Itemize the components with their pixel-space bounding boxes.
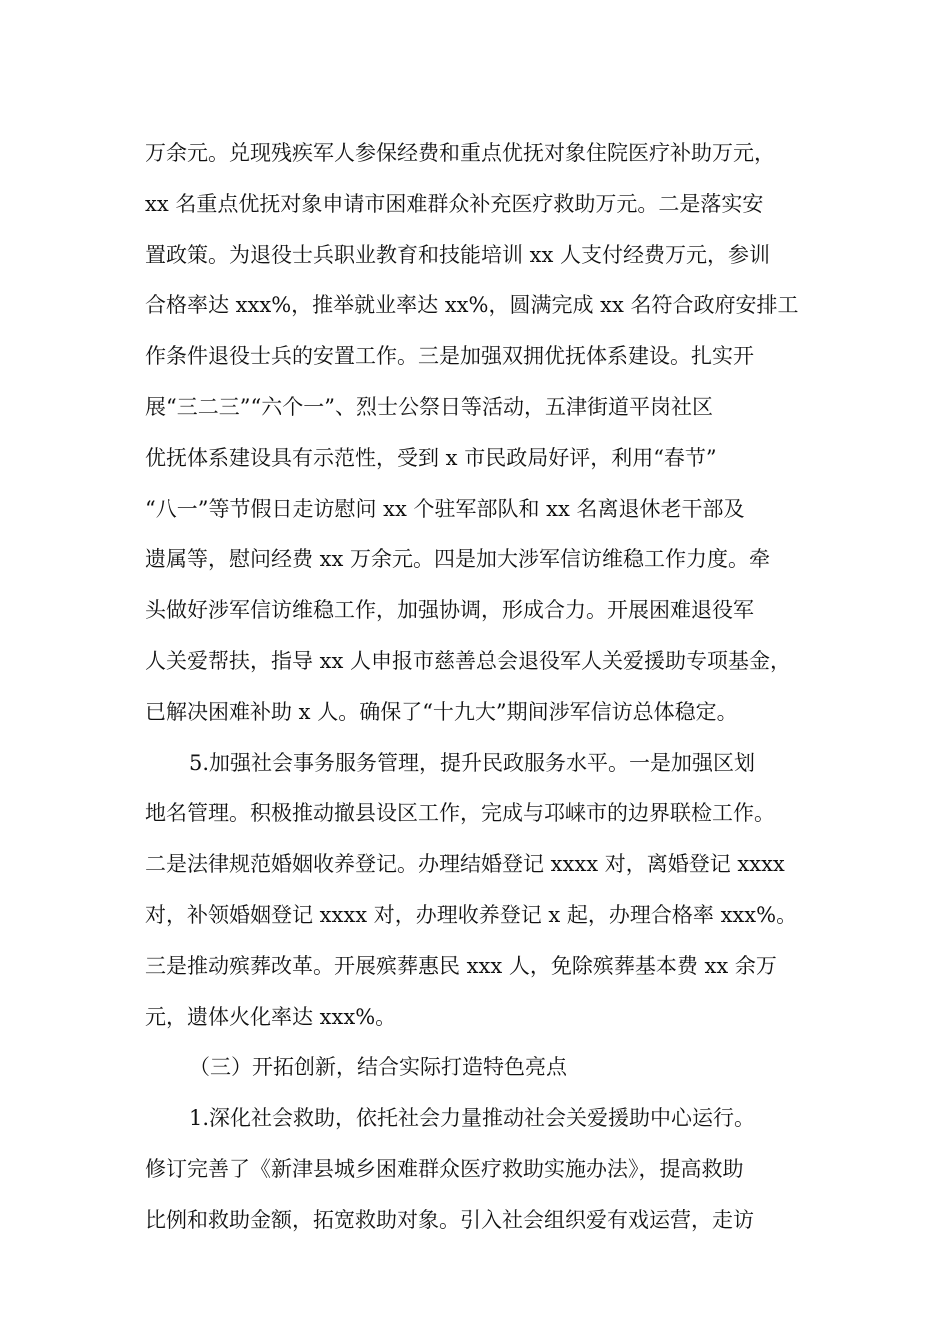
body-line: xx 名重点优抚对象申请市困难群众补充医疗救助万元。二是落实安 xyxy=(145,191,764,216)
body-line: 元，遗体火化率达 xxx%。 xyxy=(145,1004,397,1029)
body-line: 地名管理。积极推动撤县设区工作，完成与邛崃市的边界联检工作。 xyxy=(145,801,775,826)
body-line: 三是推动殡葬改革。开展殡葬惠民 xxx 人，免除殡葬基本费 xx 余万 xyxy=(145,953,777,978)
body-line: 人关爱帮扶，指导 xx 人申报市慈善总会退役军人关爱援助专项基金， xyxy=(145,648,792,673)
body-line: 万余元。兑现残疾军人参保经费和重点优抚对象住院医疗补助万元， xyxy=(145,141,775,165)
body-line: 展“三二三”“六个一”、烈士公祭日等活动，五津街道平岗社区 xyxy=(145,394,713,419)
paragraph-start-line: 5.加强社会事务服务管理，提升民政服务水平。一是加强区划 xyxy=(189,750,756,775)
body-line: 已解决困难补助 x 人。确保了“十九大”期间涉军信访总体稳定。 xyxy=(145,699,738,724)
body-line: 遗属等，慰问经费 xx 万余元。四是加大涉军信访维稳工作力度。牵 xyxy=(145,547,771,572)
paragraph-start-line: 1.深化社会救助，依托社会力量推动社会关爱援助中心运行。 xyxy=(189,1106,756,1131)
body-line: 比例和救助金额，拓宽救助对象。引入社会组织爱有戏运营，走访 xyxy=(145,1207,754,1232)
body-line: 作条件退役士兵的安置工作。三是加强双拥优抚体系建设。扎实开 xyxy=(145,344,754,369)
body-line: 优抚体系建设具有示范性，受到 x 市民政局好评，利用“春节” xyxy=(145,445,717,470)
body-line: 头做好涉军信访维稳工作，加强协调，形成合力。开展困难退役军 xyxy=(145,598,754,623)
section-heading: （三）开拓创新，结合实际打造特色亮点 xyxy=(189,1055,567,1080)
body-line: 修订完善了《新津县城乡困难群众医疗救助实施办法》，提高救助 xyxy=(145,1156,744,1181)
document-body xyxy=(145,128,825,1246)
body-line: 对，补领婚姻登记 xxxx 对，办理收养登记 x 起，办理合格率 xxx%。 xyxy=(145,902,798,927)
body-line: 合格率达 xxx%，推举就业率达 xx%，圆满完成 xx 名符合政府安排工 xyxy=(145,293,799,318)
body-line: “八一”等节假日走访慰问 xx 个驻军部队和 xx 名离退休老干部及 xyxy=(145,496,745,521)
body-line: 置政策。为退役士兵职业教育和技能培训 xx 人支付经费万元，参训 xyxy=(145,242,771,267)
body-line: 二是法律规范婚姻收养登记。办理结婚登记 xxxx 对，离婚登记 xxxx xyxy=(145,852,785,877)
